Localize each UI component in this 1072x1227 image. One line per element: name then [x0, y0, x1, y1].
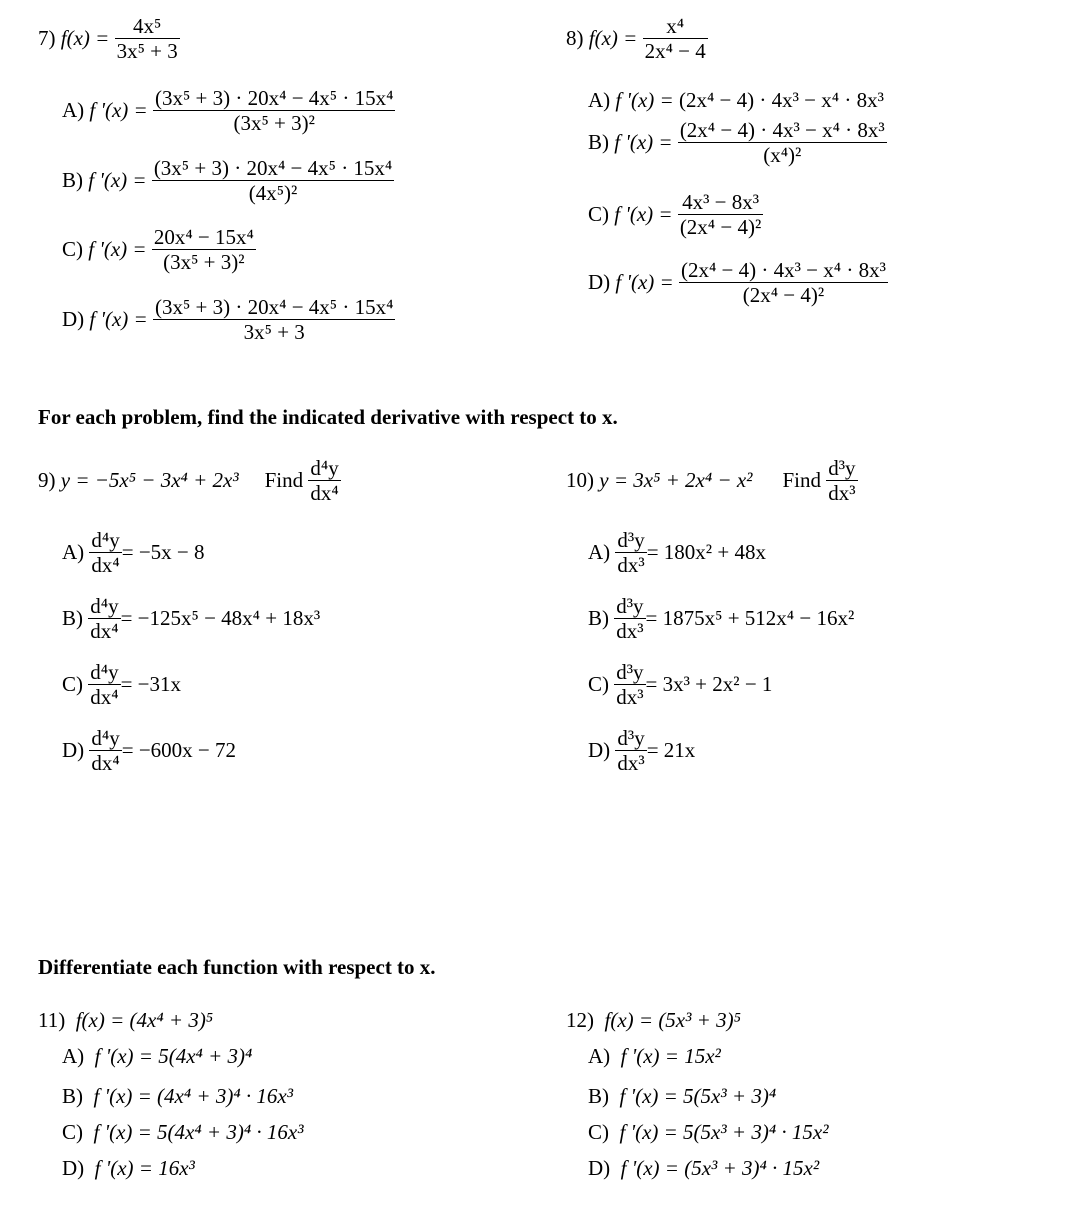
p7-choice-c[interactable]	[62, 225, 256, 274]
numerator: (2x⁴ − 4) · 4x³ − x⁴ · 8x³	[680, 258, 886, 282]
problem-number: 11)	[38, 1008, 66, 1032]
p12-choice-c[interactable]	[588, 1120, 829, 1145]
fraction	[152, 156, 394, 205]
answer-expression: f '(x) = 15x²	[620, 1044, 721, 1068]
numerator: d⁴y	[310, 456, 339, 480]
answer-expression: = 1875x⁵ + 512x⁴ − 16x²	[645, 606, 855, 631]
answer-expression: f '(x) = 16x³	[94, 1156, 195, 1180]
numerator: d⁴y	[90, 594, 119, 618]
derivative-lhs: f '(x) =	[614, 202, 673, 227]
answer-expression: = −5x − 8	[121, 540, 205, 565]
answer-expression: = 21x	[646, 738, 696, 763]
derivative-lhs: f '(x) =	[615, 270, 674, 295]
denominator: dx³	[616, 619, 644, 644]
derivative-notation	[826, 456, 857, 505]
p8-choice-a[interactable]	[588, 88, 884, 113]
derivative-lhs: f '(x) =	[89, 98, 148, 123]
answer-expression: = −600x − 72	[121, 738, 237, 763]
choice-label: B)	[588, 606, 609, 631]
fraction	[153, 295, 395, 344]
problem-number: 10)	[566, 468, 594, 493]
derivative-notation	[308, 456, 340, 505]
choice-label: B)	[62, 606, 83, 631]
equation: f(x) = (4x⁴ + 3)⁵	[75, 1008, 214, 1032]
p9-choice-a[interactable]	[62, 528, 205, 577]
numerator: d⁴y	[91, 528, 120, 552]
numerator: d³y	[617, 726, 645, 750]
fraction	[679, 258, 888, 307]
choice-label: A)	[588, 540, 611, 565]
problem-10	[566, 456, 858, 505]
problem-11	[38, 1008, 213, 1033]
p11-choice-d[interactable]	[62, 1156, 195, 1181]
answer-expression: f '(x) = (5x³ + 3)⁴ · 15x²	[620, 1156, 820, 1180]
denominator: dx³	[617, 751, 645, 776]
answer-expression: = −31x	[120, 672, 182, 697]
problem-8	[566, 14, 708, 63]
derivative-notation	[615, 726, 646, 775]
denominator: dx⁴	[91, 553, 120, 578]
choice-label: D)	[62, 1156, 85, 1180]
choice-label: D)	[588, 1156, 611, 1180]
numerator: 4x⁵	[115, 14, 180, 39]
fraction	[643, 14, 708, 63]
denominator: (3x⁵ + 3)²	[163, 250, 245, 275]
choice-label: C)	[588, 1120, 609, 1144]
p10-choice-d[interactable]	[588, 726, 695, 775]
p9-choice-c[interactable]	[62, 660, 181, 709]
function-lhs: f(x) =	[60, 26, 110, 51]
p11-choice-b[interactable]	[62, 1084, 293, 1109]
denominator: (2x⁴ − 4)²	[679, 215, 762, 240]
problem-number: 7)	[38, 26, 56, 51]
problem-number: 8)	[566, 26, 584, 51]
denominator: dx⁴	[90, 619, 119, 644]
p11-choice-c[interactable]	[62, 1120, 304, 1145]
fraction	[678, 118, 887, 167]
choice-label: D)	[62, 738, 85, 763]
answer-expression: = 3x³ + 2x² − 1	[645, 672, 773, 697]
choice-label: B)	[588, 1084, 609, 1108]
numerator: d⁴y	[90, 660, 119, 684]
numerator: (3x⁵ + 3) · 20x⁴ − 4x⁵ · 15x⁴	[154, 86, 394, 110]
denominator: dx³	[617, 553, 645, 578]
denominator: dx⁴	[310, 481, 339, 506]
choice-label: B)	[62, 168, 83, 193]
derivative-lhs: f '(x) =	[614, 130, 673, 155]
section-heading-indicated-derivative: For each problem, find the indicated derivative with respect to x.	[38, 405, 618, 429]
numerator: d³y	[828, 456, 856, 480]
choice-label: C)	[62, 672, 83, 697]
p9-choice-b[interactable]	[62, 594, 320, 643]
denominator: (2x⁴ − 4)²	[742, 283, 825, 308]
numerator: (3x⁵ + 3) · 20x⁴ − 4x⁵ · 15x⁴	[154, 295, 394, 319]
derivative-lhs: f '(x) =	[89, 307, 148, 332]
fraction	[153, 86, 395, 135]
numerator: (2x⁴ − 4) · 4x³ − x⁴ · 8x³	[679, 118, 885, 142]
answer-expression: f '(x) = 5(5x³ + 3)⁴ · 15x²	[619, 1120, 829, 1144]
equation: f(x) = (5x³ + 3)⁵	[604, 1008, 741, 1032]
choice-label: C)	[588, 672, 609, 697]
derivative-notation	[89, 726, 121, 775]
numerator: 4x³ − 8x³	[678, 190, 763, 215]
equation: y = 3x⁵ + 2x⁴ − x²	[599, 468, 753, 493]
find-label: Find	[782, 468, 821, 493]
equation: y = −5x⁵ − 3x⁴ + 2x³	[60, 468, 239, 493]
p11-choice-a[interactable]	[62, 1044, 252, 1069]
fraction	[678, 190, 763, 239]
answer-expression: f '(x) = (4x⁴ + 3)⁴ · 16x³	[93, 1084, 293, 1108]
answer-expression: = 180x² + 48x	[646, 540, 766, 565]
p8-choice-d[interactable]	[588, 258, 888, 307]
denominator: 3x⁵ + 3	[116, 39, 178, 64]
function-lhs: f(x) =	[588, 26, 638, 51]
derivative-notation	[615, 528, 646, 577]
p8-choice-b[interactable]	[588, 118, 887, 167]
section-heading-differentiate: Differentiate each function with respect to x.	[38, 955, 436, 979]
find-label: Find	[264, 468, 304, 493]
derivative-notation	[89, 528, 121, 577]
numerator: x⁴	[643, 14, 708, 39]
problem-number: 9)	[38, 468, 56, 493]
choice-label: A)	[588, 88, 611, 112]
denominator: dx⁴	[90, 685, 119, 710]
choice-label: A)	[588, 1044, 611, 1068]
denominator: 3x⁵ + 3	[243, 320, 305, 345]
problem-7	[38, 14, 180, 63]
numerator: d³y	[616, 660, 644, 684]
choice-label: C)	[62, 237, 83, 262]
numerator: d⁴y	[91, 726, 120, 750]
p12-choice-a[interactable]	[588, 1044, 721, 1069]
derivative-notation	[88, 660, 120, 709]
derivative-lhs: f '(x) =	[88, 168, 147, 193]
derivative-notation	[614, 594, 645, 643]
denominator: (4x⁵)²	[248, 181, 298, 206]
p7-choice-a[interactable]	[62, 86, 395, 135]
problem-number: 12)	[566, 1008, 594, 1032]
p7-choice-b[interactable]	[62, 156, 394, 205]
choice-label: D)	[588, 738, 611, 763]
numerator: d³y	[616, 594, 644, 618]
denominator: (3x⁵ + 3)²	[233, 111, 315, 136]
choice-label: D)	[62, 307, 85, 332]
answer-expression: f '(x) = 5(5x³ + 3)⁴	[619, 1084, 777, 1108]
answer-expression: f '(x) = 5(4x⁴ + 3)⁴ · 16x³	[93, 1120, 304, 1144]
choice-label: C)	[588, 202, 609, 227]
choice-label: C)	[62, 1120, 83, 1144]
choice-label: D)	[588, 270, 611, 295]
choice-label: A)	[62, 98, 85, 123]
problem-9	[38, 456, 341, 505]
numerator: (3x⁵ + 3) · 20x⁴ − 4x⁵ · 15x⁴	[153, 156, 393, 180]
denominator: 2x⁴ − 4	[644, 39, 706, 64]
p10-choice-c[interactable]	[588, 660, 772, 709]
p12-choice-b[interactable]	[588, 1084, 776, 1109]
answer-expression: = −125x⁵ − 48x⁴ + 18x³	[120, 606, 321, 631]
answer-expression: f '(x) = 5(4x⁴ + 3)⁴	[94, 1044, 253, 1068]
denominator: dx³	[616, 685, 644, 710]
denominator: dx⁴	[91, 751, 120, 776]
derivative-notation	[88, 594, 120, 643]
p12-choice-d[interactable]	[588, 1156, 819, 1181]
derivative-lhs: f '(x) =	[615, 88, 674, 112]
choice-label: B)	[588, 130, 609, 155]
expression: (2x⁴ − 4) · 4x³ − x⁴ · 8x³	[678, 88, 884, 112]
choice-label: B)	[62, 1084, 83, 1108]
choice-label: A)	[62, 1044, 85, 1068]
numerator: d³y	[617, 528, 645, 552]
p7-choice-d[interactable]	[62, 295, 395, 344]
p8-choice-c[interactable]	[588, 190, 763, 239]
choice-label: A)	[62, 540, 85, 565]
problem-12	[566, 1008, 741, 1033]
derivative-lhs: f '(x) =	[88, 237, 147, 262]
fraction	[152, 225, 256, 274]
denominator: (x⁴)²	[763, 143, 802, 168]
p10-choice-b[interactable]	[588, 594, 854, 643]
denominator: dx³	[828, 481, 856, 506]
fraction	[115, 14, 180, 63]
derivative-notation	[614, 660, 645, 709]
p9-choice-d[interactable]	[62, 726, 236, 775]
p10-choice-a[interactable]	[588, 528, 766, 577]
numerator: 20x⁴ − 15x⁴	[153, 225, 254, 249]
